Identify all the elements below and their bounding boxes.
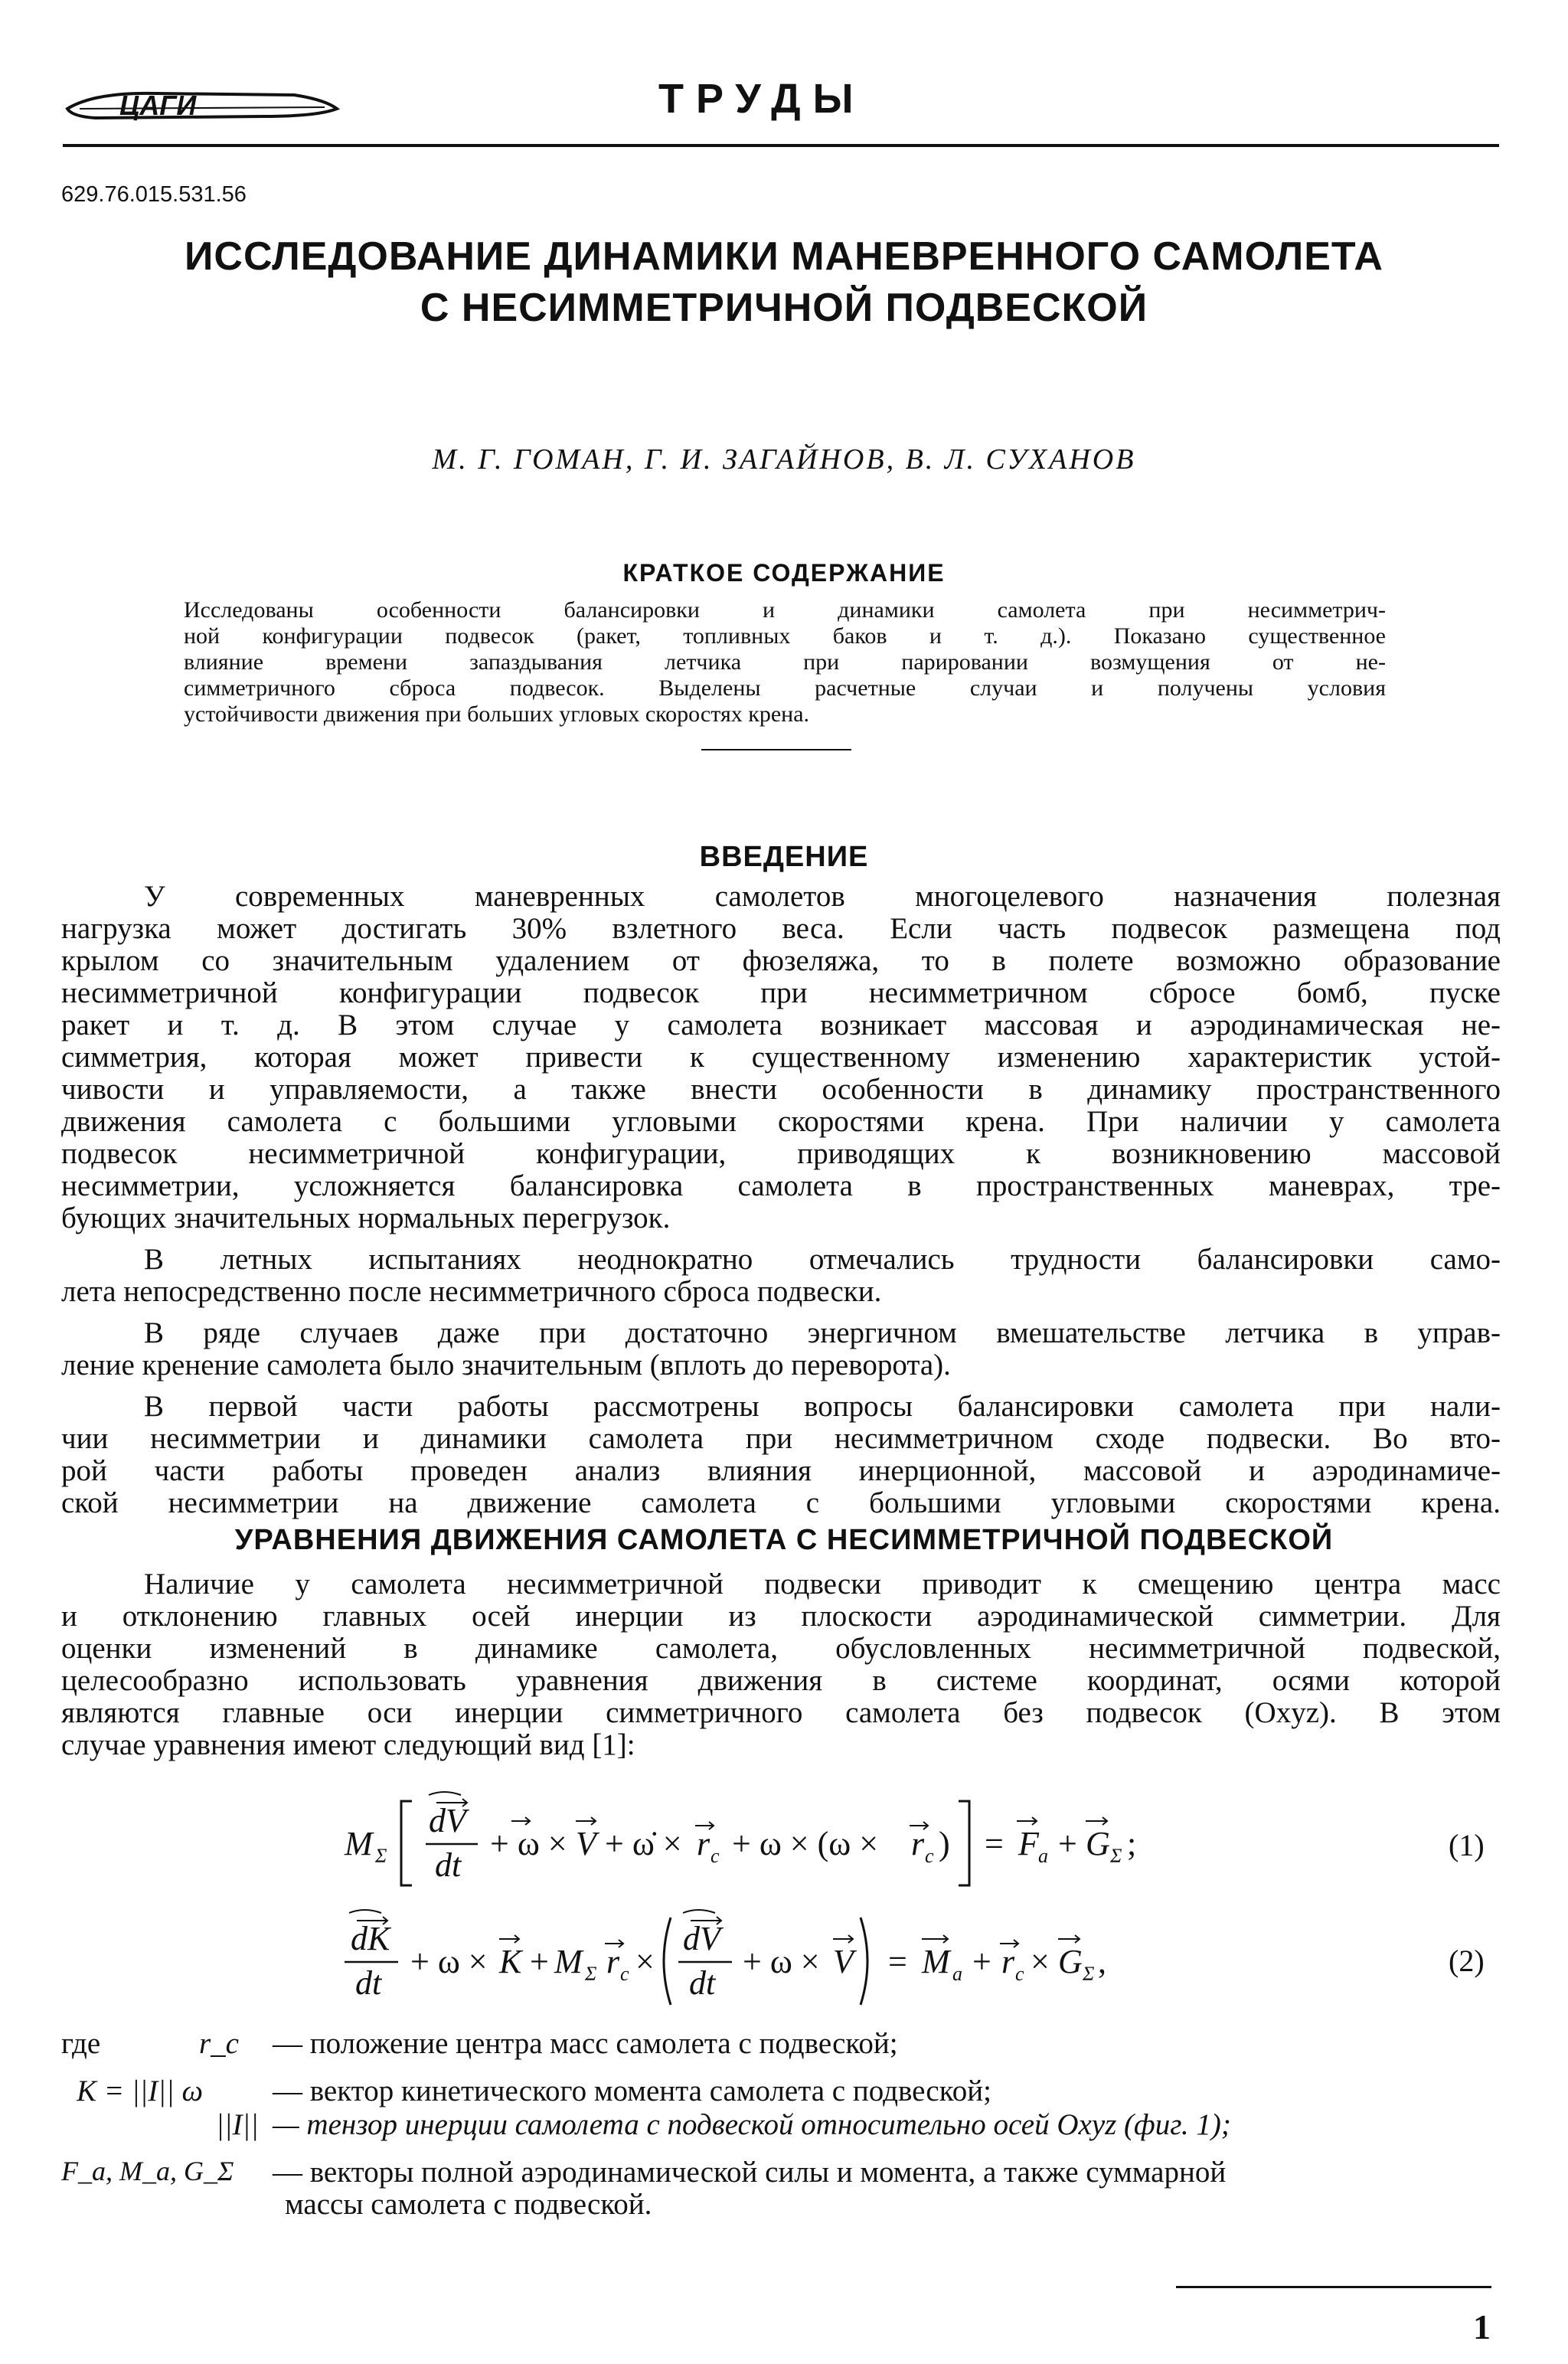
svg-text:dK: dK: [351, 1920, 390, 1957]
abstract-line: симметричного сброса подвесок. Выделены расчетные случаи и получены условия: [184, 675, 1386, 701]
svg-text:dt: dt: [435, 1846, 462, 1884]
equation-2-number: (2): [1449, 1944, 1485, 1978]
svg-text:G: G: [1086, 1825, 1110, 1862]
intro-line: бующих значительных нормальных перегрузок.: [61, 1202, 671, 1234]
svg-text:,: ,: [1098, 1943, 1106, 1980]
svg-text:+ ω ×: + ω ×: [410, 1943, 488, 1980]
abstract-line: ной конфигурации подвесок (ракет, топливных баков и т. д.). Показано существенное: [184, 623, 1386, 649]
equation-1-number: (1): [1449, 1828, 1485, 1862]
svg-text:×: ×: [1031, 1943, 1050, 1980]
svg-text:c: c: [925, 1845, 934, 1867]
intro-line: рой части работы проведен анализ влияния инерционной, массовой и аэродинамиче-: [61, 1454, 1501, 1487]
svg-text:M: M: [922, 1943, 950, 1980]
article-title-line-1: ИССЛЕДОВАНИЕ ДИНАМИКИ МАНЕВРЕННОГО САМОЛЕТА: [185, 234, 1383, 279]
eq-text-line: оценки изменений в динамике самолета, обусловленных несимметричной подвеской,: [61, 1632, 1501, 1665]
definition-k: — вектор кинетического момента самолета с подвеской;: [273, 2075, 991, 2107]
svg-text:+ ω × (ω ×: + ω × (ω ×: [732, 1825, 879, 1862]
svg-text:M: M: [345, 1825, 373, 1862]
svg-text:a: a: [1038, 1845, 1048, 1867]
svg-text:×: ×: [635, 1943, 655, 1980]
tsagi-logo: [64, 86, 340, 123]
svg-text:dt: dt: [355, 1964, 382, 2002]
udc-code: 629.76.015.531.56: [61, 182, 247, 207]
svg-text:=: =: [888, 1943, 907, 1980]
svg-text:a: a: [952, 1963, 962, 1985]
svg-text:c: c: [710, 1845, 720, 1867]
abstract-heading: КРАТКОЕ СОДЕРЖАНИЕ: [622, 559, 946, 587]
intro-line: несимметричной конфигурации подвесок при несимметричном сбросе бомб, пуске: [61, 976, 1501, 1009]
abstract-line: устойчивости движения при больших угловых скоростях крена.: [184, 701, 810, 727]
svg-text:Σ: Σ: [1110, 1845, 1122, 1867]
eq-text-line: и отклонению главных осей инерции из плоскости аэродинамической симметрии. Для: [61, 1600, 1501, 1633]
svg-text:+ ω ×: + ω ×: [490, 1825, 567, 1862]
equation-2: [322, 1902, 1470, 2017]
svg-text:dV: dV: [429, 1802, 466, 1839]
definition-inertia: — тензор инерции самолета с подвеской относительно осей Oxyz (фиг. 1);: [273, 2108, 1231, 2141]
svg-text:K: K: [499, 1943, 522, 1980]
intro-line: В ряде случаев даже при достаточно энергичном вмешательстве летчика в управ-: [144, 1316, 1501, 1349]
eq-text-line: Наличие у самолета несимметричной подвески приводит к смещению центра масс: [144, 1568, 1501, 1601]
definition-forces: — векторы полной аэродинамической силы и момента, а также суммарной: [273, 2156, 1227, 2189]
svg-text:+: +: [530, 1943, 549, 1980]
abstract-divider: [701, 749, 851, 750]
intro-line: подвесок несимметричной конфигурации, приводящих к возникновению массовой: [61, 1137, 1501, 1170]
where-word: где: [61, 2027, 101, 2060]
definition-rc: — положение центра масс самолета с подвеской;: [273, 2027, 898, 2060]
page-number: 1: [1473, 2307, 1491, 2346]
intro-line: ской несимметрии на движение самолета с большими угловыми скоростями крена.: [61, 1486, 1501, 1519]
svg-text:+ ω̇ ×: + ω̇ ×: [605, 1825, 682, 1862]
svg-text:+: +: [972, 1943, 991, 1980]
symbol-rc: r_c: [199, 2027, 239, 2060]
authors: М. Г. ГОМАН, Г. И. ЗАГАЙНОВ, В. Л. СУХАНОВ: [432, 443, 1136, 476]
intro-line: нагрузка может достигать 30% взлетного веса. Если часть подвесок размещена под: [61, 912, 1501, 945]
article-title-line-2: С НЕСИММЕТРИЧНОЙ ПОДВЕСКОЙ: [420, 286, 1148, 330]
svg-text:M: M: [554, 1943, 583, 1980]
svg-text:V: V: [833, 1943, 854, 1980]
svg-text:r: r: [606, 1943, 620, 1980]
svg-text:F: F: [1018, 1825, 1039, 1862]
intro-heading: ВВЕДЕНИЕ: [699, 841, 869, 873]
equation-1: [322, 1784, 1470, 1899]
svg-text:+ ω ×: + ω ×: [743, 1943, 820, 1980]
svg-text:=: =: [985, 1825, 1004, 1862]
journal-title: ТРУДЫ: [658, 76, 866, 122]
svg-text:): ): [939, 1825, 950, 1862]
intro-line: ление кренение самолета было значительным (вплоть до переворота).: [61, 1349, 951, 1381]
eq-text-line: случае уравнения имеют следующий вид [1]:: [61, 1728, 635, 1761]
intro-line: лета непосредственно после несимметричного сброса подвески.: [61, 1275, 882, 1308]
svg-text:dt: dt: [689, 1964, 716, 2002]
svg-text:r: r: [697, 1825, 710, 1862]
svg-text:Σ: Σ: [1083, 1963, 1095, 1985]
header-rule: [63, 144, 1499, 147]
symbol-k: K = ||I|| ω: [77, 2075, 203, 2107]
svg-text:r: r: [1001, 1943, 1015, 1980]
intro-line: несимметрии, усложняется балансировка самолета в пространственных маневрах, тре-: [61, 1169, 1501, 1202]
intro-line: чии несимметрии и динамики самолета при несимметричном сходе подвески. Во вто-: [61, 1422, 1501, 1455]
equations-heading: УРАВНЕНИЯ ДВИЖЕНИЯ САМОЛЕТА С НЕСИММЕТРИЧНОЙ ПОДВЕСКОЙ: [234, 1524, 1334, 1556]
svg-text:Σ: Σ: [375, 1845, 387, 1867]
footer-rule: [1176, 2286, 1491, 2288]
svg-text:;: ;: [1127, 1825, 1137, 1862]
intro-line: движения самолета с большими угловыми скоростями крена. При наличии у самолета: [61, 1105, 1501, 1138]
intro-line: ракет и т. д. В этом случае у самолета возникает массовая и аэродинамическая не-: [61, 1009, 1501, 1041]
symbol-inertia: ||I||: [216, 2108, 259, 2141]
svg-text:G: G: [1058, 1943, 1083, 1980]
svg-text:Σ: Σ: [585, 1963, 597, 1985]
svg-text:dV: dV: [683, 1920, 720, 1957]
intro-line: симметрия, которая может привести к существенному изменению характеристик устой-: [61, 1041, 1501, 1074]
intro-line: крылом со значительным удалением от фюзеляжа, то в полете возможно образование: [61, 944, 1501, 977]
intro-line: чивости и управляемости, а также внести особенности в динамику пространственного: [61, 1073, 1501, 1106]
eq-text-line: целесообразно использовать уравнения движения в системе координат, осями которой: [61, 1664, 1501, 1697]
intro-line: В первой части работы рассмотрены вопросы балансировки самолета при нали-: [144, 1390, 1501, 1423]
svg-text:c: c: [620, 1963, 629, 1985]
svg-text:V: V: [576, 1825, 596, 1862]
abstract-line: Исследованы особенности балансировки и динамики самолета при несимметрич-: [184, 597, 1386, 623]
svg-text:c: c: [1015, 1963, 1024, 1985]
logo-text: ЦАГИ: [119, 90, 197, 121]
svg-text:r: r: [911, 1825, 925, 1862]
definition-forces-cont: массы самолета с подвеской.: [285, 2188, 652, 2221]
abstract-line: влияние времени запаздывания летчика при парировании возмущения от не-: [184, 649, 1386, 675]
eq-text-line: являются главные оси инерции симметричного самолета без подвесок (Oxyz). В этом: [61, 1696, 1501, 1729]
svg-text:+: +: [1058, 1825, 1077, 1862]
intro-line: У современных маневренных самолетов многоцелевого назначения полезная: [144, 880, 1501, 913]
symbol-forces: F_a, M_a, G_Σ: [61, 2156, 234, 2186]
intro-line: В летных испытаниях неоднократно отмечались трудности балансировки само-: [144, 1243, 1501, 1276]
